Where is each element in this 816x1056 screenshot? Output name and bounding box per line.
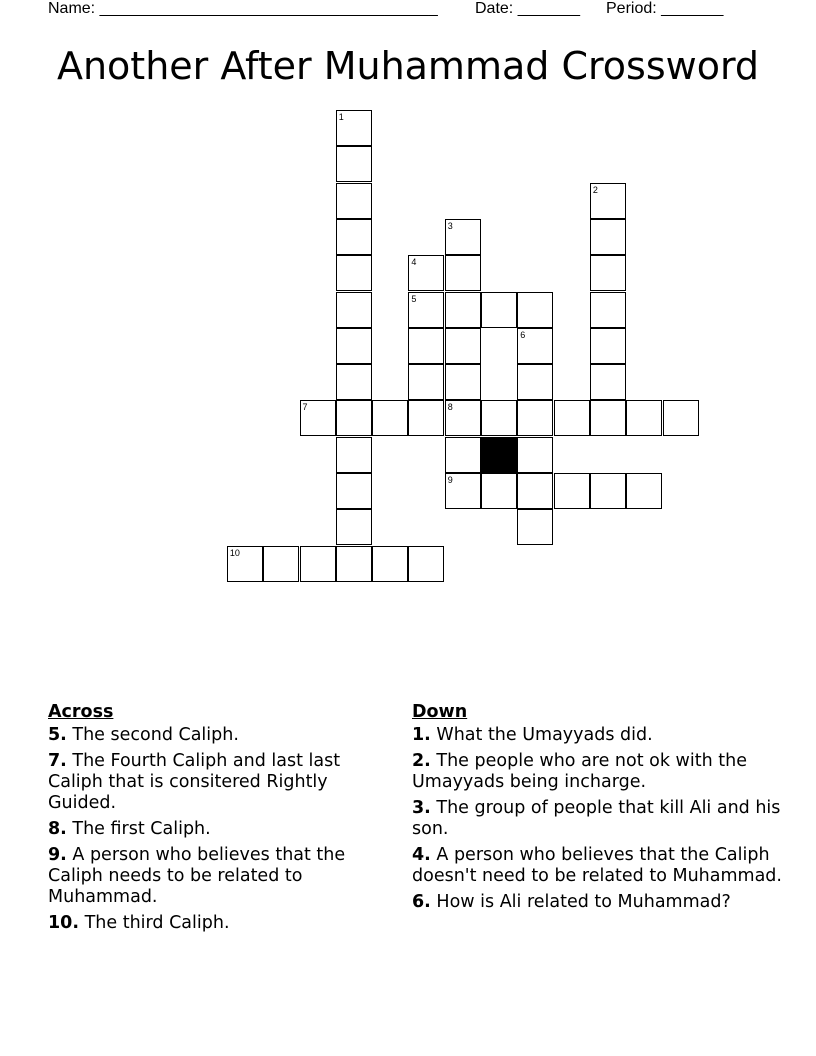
grid-cell[interactable] <box>408 400 444 436</box>
grid-cell[interactable] <box>336 364 372 400</box>
clue-number: 9. <box>48 845 67 865</box>
grid-cell[interactable] <box>408 546 444 582</box>
clue-across-8 <box>48 819 388 840</box>
clue-text: The first Caliph. <box>72 819 211 839</box>
grid-cell[interactable] <box>445 473 481 509</box>
clue-number: 7. <box>48 751 67 771</box>
grid-cell[interactable] <box>517 437 553 473</box>
grid-cell[interactable] <box>445 292 481 328</box>
clue-number: 10. <box>48 913 80 933</box>
grid-cell[interactable] <box>336 292 372 328</box>
clue-text: How is Ali related to Muhammad? <box>436 892 731 912</box>
grid-cell[interactable] <box>590 364 626 400</box>
grid-cell[interactable] <box>590 292 626 328</box>
clue-number-label: 6 <box>520 329 526 340</box>
grid-cell[interactable] <box>517 473 553 509</box>
down-clues <box>412 702 782 918</box>
grid-cell[interactable] <box>445 364 481 400</box>
clue-across-9 <box>48 845 388 908</box>
grid-cell[interactable] <box>372 400 408 436</box>
grid-cell[interactable] <box>590 328 626 364</box>
clue-text: The group of people that kill Ali and his son. <box>412 798 781 839</box>
grid-cell[interactable] <box>590 473 626 509</box>
grid-cell[interactable] <box>227 546 263 582</box>
black-cell <box>481 437 517 473</box>
clue-number: 6. <box>412 892 431 912</box>
clue-number-label: 1 <box>338 112 344 122</box>
clue-across-7 <box>48 751 388 814</box>
grid-cell[interactable] <box>517 328 553 364</box>
across-heading: Across <box>48 702 114 722</box>
clue-number-label: 9 <box>447 475 453 485</box>
grid-cell[interactable] <box>626 400 662 436</box>
clue-number-label: 5 <box>411 293 417 304</box>
grid-cell[interactable] <box>517 509 553 545</box>
grid-cell[interactable] <box>517 364 553 400</box>
grid-cell[interactable] <box>663 400 699 436</box>
grid-cell[interactable] <box>336 110 372 146</box>
grid-cell[interactable] <box>408 292 444 328</box>
grid-cell[interactable] <box>336 400 372 436</box>
grid-cell[interactable] <box>481 400 517 436</box>
clue-text: The third Caliph. <box>84 913 230 933</box>
clue-across-10 <box>48 913 388 934</box>
grid-cell[interactable] <box>445 437 481 473</box>
clue-down-2 <box>412 751 782 793</box>
name-field[interactable]: Name: ______________________________________ <box>48 0 438 17</box>
grid-cell[interactable] <box>263 546 299 582</box>
date-field[interactable]: Date: _______ <box>475 0 580 17</box>
clue-number-label: 8 <box>447 402 453 413</box>
grid-cell[interactable] <box>590 400 626 436</box>
clue-number: 3. <box>412 798 431 818</box>
grid-cell[interactable] <box>481 292 517 328</box>
clue-down-4 <box>412 845 782 887</box>
grid-cell[interactable] <box>336 183 372 219</box>
clue-down-3 <box>412 798 782 840</box>
clue-number-label: 3 <box>447 220 453 231</box>
clue-number: 8. <box>48 819 67 839</box>
grid-cell[interactable] <box>408 255 444 291</box>
grid-cell[interactable] <box>372 546 408 582</box>
across-clues <box>48 702 388 939</box>
grid-cell[interactable] <box>554 400 590 436</box>
clue-number-label: 10 <box>229 547 240 558</box>
clue-number-label: 7 <box>302 402 308 413</box>
clue-text: A person who believes that the Caliph needs to be related to Muhammad. <box>48 845 346 907</box>
clue-number: 4. <box>412 845 431 865</box>
clue-text: The second Caliph. <box>72 725 239 745</box>
grid-cell[interactable] <box>626 473 662 509</box>
grid-cell[interactable] <box>408 328 444 364</box>
period-field[interactable]: Period: _______ <box>606 0 724 17</box>
grid-cell[interactable] <box>445 400 481 436</box>
clue-across-5 <box>48 725 388 746</box>
grid-cell[interactable] <box>445 219 481 255</box>
grid-cell[interactable] <box>517 400 553 436</box>
grid-cell[interactable] <box>336 473 372 509</box>
grid-cell[interactable] <box>590 255 626 291</box>
grid-cell[interactable] <box>590 183 626 219</box>
grid-cell[interactable] <box>336 219 372 255</box>
clue-number-label: 4 <box>411 257 417 268</box>
grid-cell[interactable] <box>408 364 444 400</box>
grid-cell[interactable] <box>300 400 336 436</box>
clue-number: 2. <box>412 751 431 771</box>
grid-cell[interactable] <box>300 546 336 582</box>
grid-cell[interactable] <box>336 146 372 182</box>
clue-down-1 <box>412 725 782 746</box>
clue-text: What the Umayyads did. <box>436 725 653 745</box>
grid-cell[interactable] <box>336 328 372 364</box>
clue-down-6 <box>412 892 782 913</box>
grid-cell[interactable] <box>590 219 626 255</box>
grid-cell[interactable] <box>517 292 553 328</box>
clue-number: 1. <box>412 725 431 745</box>
grid-cell[interactable] <box>445 328 481 364</box>
grid-cell[interactable] <box>336 437 372 473</box>
grid-cell[interactable] <box>336 509 372 545</box>
clue-text: The people who are not ok with the Umayyads being incharge. <box>412 751 747 792</box>
clue-text: A person who believes that the Caliph doesn't need to be related to Muhammad. <box>412 845 782 886</box>
down-heading: Down <box>412 702 468 722</box>
page-title: Another After Muhammad Crossword <box>56 44 760 88</box>
clue-number: 5. <box>48 725 67 745</box>
grid-cell[interactable] <box>554 473 590 509</box>
grid-cell[interactable] <box>336 546 372 582</box>
grid-cell[interactable] <box>445 255 481 291</box>
grid-cell[interactable] <box>481 473 517 509</box>
grid-cell[interactable] <box>336 255 372 291</box>
clue-number-label: 2 <box>592 184 598 195</box>
clue-text: The Fourth Caliph and last last Caliph that is consitered Rightly Guided. <box>48 751 341 813</box>
